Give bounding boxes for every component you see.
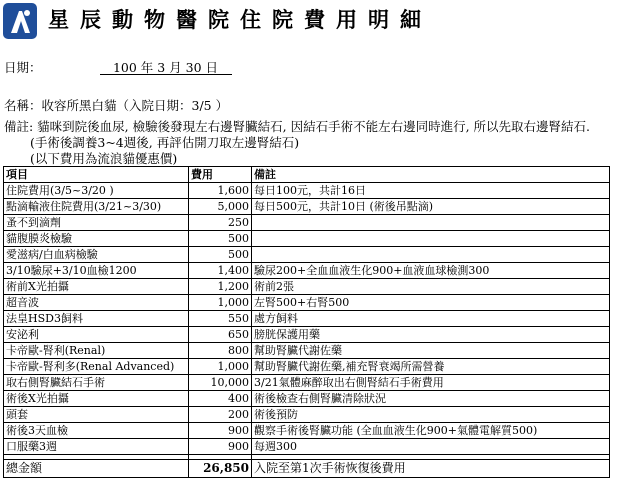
row-remark: 術後預防 <box>252 407 610 423</box>
row-fee: 900 <box>189 423 252 439</box>
row-fee: 1,600 <box>189 183 252 199</box>
row-item: 卡帝歐-腎利(Renal) <box>4 343 189 359</box>
table-row <box>4 343 610 359</box>
row-remark: 幫助腎臟代謝佐藥,補充腎衰竭所需營養 <box>252 359 610 375</box>
date-label: 日期： <box>4 60 42 75</box>
date-value: 100 年 3 月 30 日 <box>100 61 232 75</box>
page-title: 星辰動物醫院住院費用明細 <box>48 8 432 32</box>
row-fee: 500 <box>189 231 252 247</box>
row-item: 超音波 <box>4 295 189 311</box>
row-item: 蚤不到滴劑 <box>4 215 189 231</box>
table-row <box>4 439 610 455</box>
header-fee: 費用 <box>189 167 252 183</box>
hospital-logo-icon <box>3 3 37 39</box>
row-fee: 1,000 <box>189 295 252 311</box>
row-remark: 處方飼料 <box>252 311 610 327</box>
table-row <box>4 295 610 311</box>
row-item: 愛滋病/白血病檢驗 <box>4 247 189 263</box>
total-label: 總金額 <box>4 460 189 478</box>
row-fee: 250 <box>189 215 252 231</box>
row-remark: 術後檢查右側腎臟清除狀況 <box>252 391 610 407</box>
row-remark <box>252 231 610 247</box>
row-remark: 每日100元，共計16日 <box>252 183 610 199</box>
patient-name: 名稱：收容所黑白貓（入院日期：3/5 ） <box>4 98 229 113</box>
row-fee: 800 <box>189 343 252 359</box>
row-fee: 400 <box>189 391 252 407</box>
header-item: 項目 <box>4 167 189 183</box>
row-remark: 3/21氣體麻醉取出右側腎結石手術費用 <box>252 375 610 391</box>
row-item: 頭套 <box>4 407 189 423</box>
table-row <box>4 327 610 343</box>
row-remark: 觀察手術後腎臟功能 (全血血液生化900+氣體電解質500) <box>252 423 610 439</box>
row-remark: 幫助腎臟代謝佐藥 <box>252 343 610 359</box>
total-fee: 26,850 <box>189 460 252 478</box>
row-item: 術前X光拍攝 <box>4 279 189 295</box>
table-header-row <box>4 167 610 183</box>
row-fee: 1,000 <box>189 359 252 375</box>
date-line <box>4 58 232 76</box>
row-item: 貓腹膜炎檢驗 <box>4 231 189 247</box>
table-row <box>4 423 610 439</box>
table-row <box>4 407 610 423</box>
row-remark: 每週300 <box>252 439 610 455</box>
row-item: 卡帝歐-腎利多(Renal Advanced) <box>4 359 189 375</box>
row-item: 安泌利 <box>4 327 189 343</box>
row-remark <box>252 215 610 231</box>
table-row <box>4 231 610 247</box>
row-item: 3/10驗尿+3/10血檢1200 <box>4 263 189 279</box>
fee-table <box>3 166 610 478</box>
total-remark: 入院至第1次手術恢復後費用 <box>252 460 610 478</box>
table-row <box>4 375 610 391</box>
note-line-2: (手術後調養3~4週後, 再評估開刀取左邊腎結石) <box>30 135 300 150</box>
table-row <box>4 359 610 375</box>
row-item: 法皇HSD3飼料 <box>4 311 189 327</box>
row-fee: 1,400 <box>189 263 252 279</box>
row-item: 住院費用(3/5~3/20 ) <box>4 183 189 199</box>
row-remark: 左腎500+右腎500 <box>252 295 610 311</box>
row-fee: 5,000 <box>189 199 252 215</box>
table-row <box>4 215 610 231</box>
row-item: 取右側腎臟結石手術 <box>4 375 189 391</box>
table-row <box>4 247 610 263</box>
row-fee: 200 <box>189 407 252 423</box>
note-line-1: 備註: 貓咪到院後血尿, 檢驗後發現左右邊腎臟結石, 因結石手術不能左右邊同時進行, 所以先取右邊腎結石. <box>4 119 591 134</box>
row-remark <box>252 247 610 263</box>
table-row <box>4 183 610 199</box>
total-row <box>4 460 610 478</box>
header-remark: 備註 <box>252 167 610 183</box>
row-remark: 膀胱保護用藥 <box>252 327 610 343</box>
row-remark: 每日500元，共計10日 (術後吊點滴) <box>252 199 610 215</box>
row-remark: 驗尿200+全血血液生化900+血液血球檢測300 <box>252 263 610 279</box>
table-row <box>4 279 610 295</box>
row-fee: 1,200 <box>189 279 252 295</box>
row-fee: 10,000 <box>189 375 252 391</box>
row-item: 點滴輸液住院費用(3/21~3/30) <box>4 199 189 215</box>
table-row <box>4 199 610 215</box>
row-fee: 500 <box>189 247 252 263</box>
row-fee: 550 <box>189 311 252 327</box>
note-line-3: (以下費用為流浪貓優惠價) <box>30 151 178 166</box>
table-row <box>4 311 610 327</box>
table-row <box>4 391 610 407</box>
table-row <box>4 263 610 279</box>
row-item: 術後3天血檢 <box>4 423 189 439</box>
row-item: 術後X光拍攝 <box>4 391 189 407</box>
row-item: 口服藥3週 <box>4 439 189 455</box>
row-fee: 900 <box>189 439 252 455</box>
row-fee: 650 <box>189 327 252 343</box>
row-remark: 術前2張 <box>252 279 610 295</box>
